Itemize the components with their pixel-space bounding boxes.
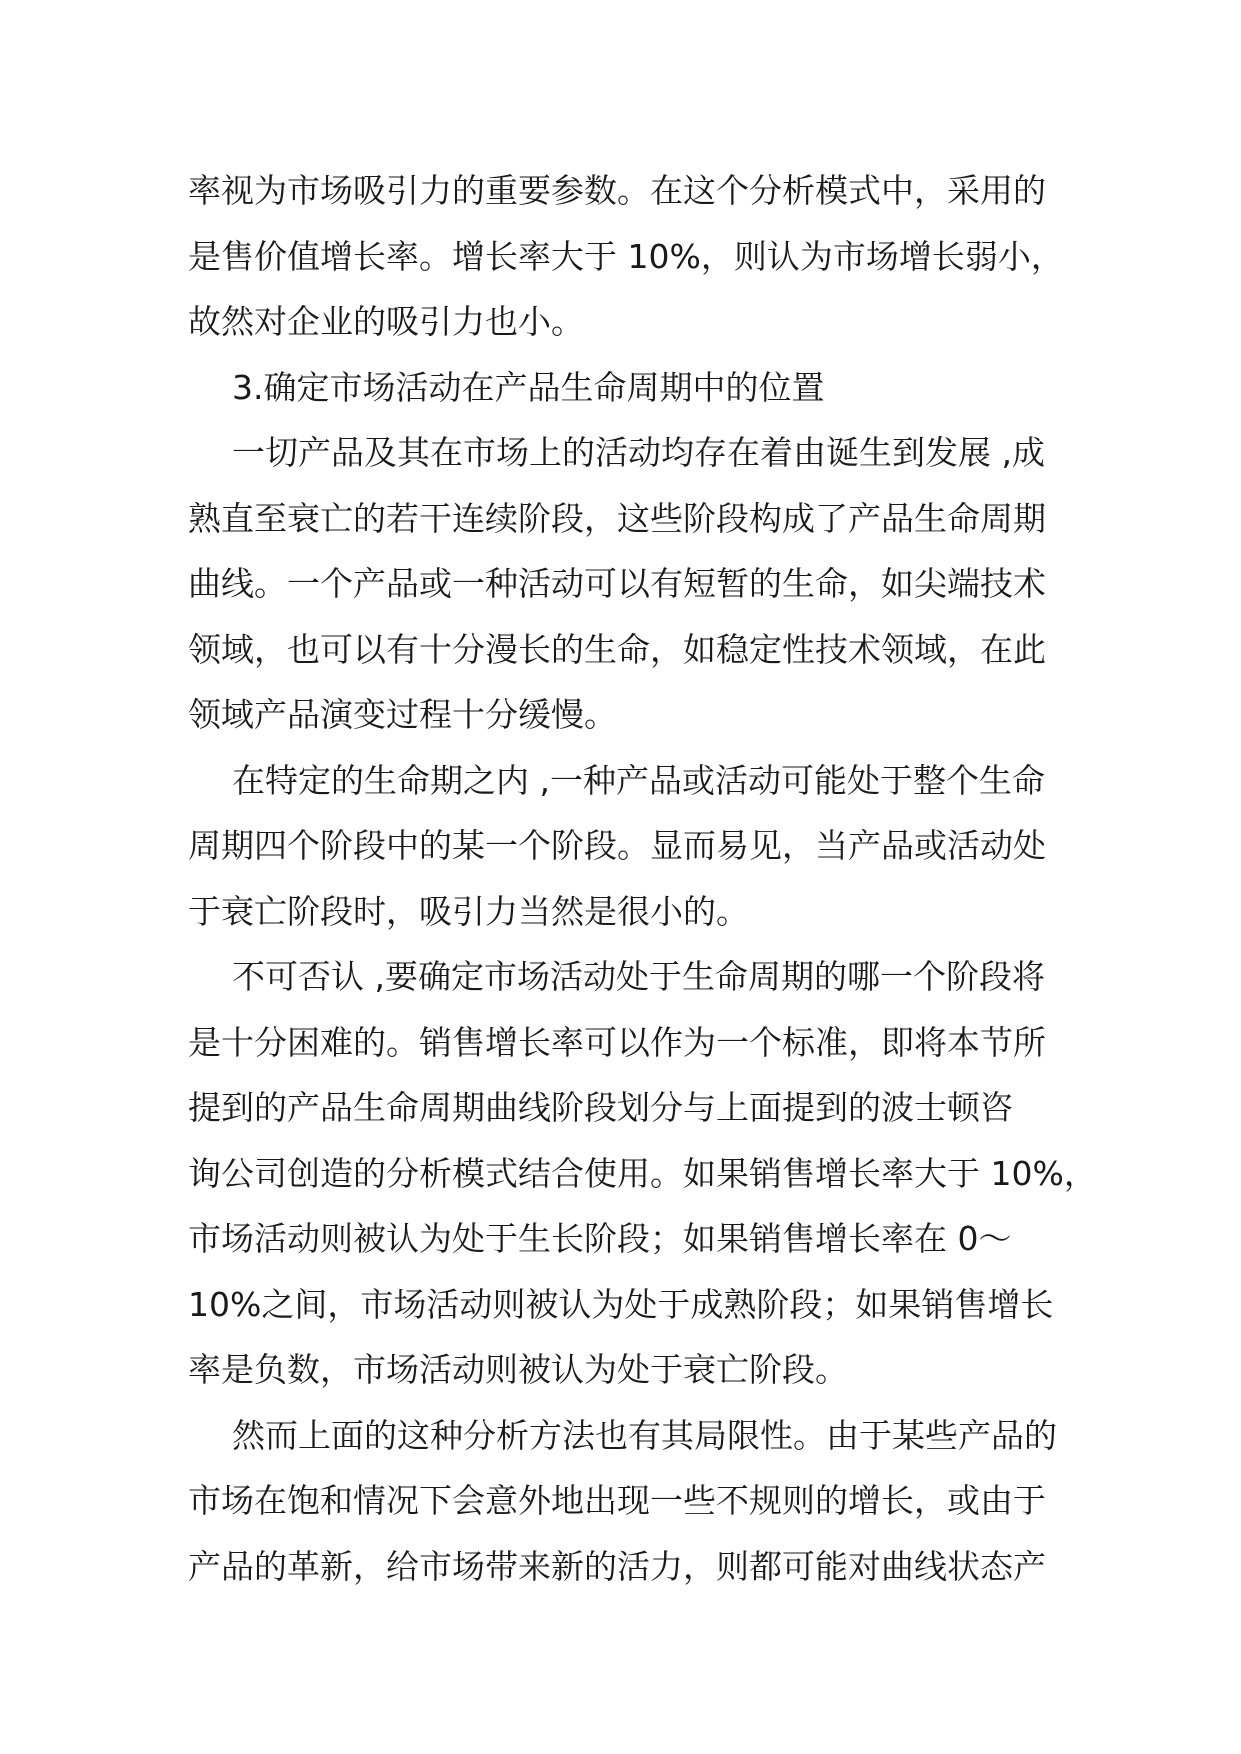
text-line: 率视为市场吸引力的重要参数。在这个分析模式中，采用的: [188, 171, 1046, 210]
paragraph: [188, 748, 1058, 945]
text-line: 提到的产品生命周期曲线阶段划分与上面提到的波士顿咨: [188, 1088, 1013, 1127]
text-line: 率是负数，市场活动则被认为处于衰亡阶段。: [188, 1350, 848, 1389]
paragraph: [188, 420, 1058, 748]
text-line: 然而上面的这种分析方法也有其局限性。由于某些产品的: [232, 1415, 1057, 1455]
text-line: 熟直至衰亡的若干连续阶段，这些阶段构成了产品生命周期: [188, 498, 1046, 538]
text-line: 周期四个阶段中的某一个阶段。显而易见，当产品或活动处: [188, 826, 1046, 865]
paragraph: [188, 158, 1064, 355]
text-line: 市场在饱和情况下会意外地出现一些不规则的增长，或由于: [188, 1481, 1046, 1520]
text-line: 产品的革新，给市场带来新的活力，则都可能对曲线状态产: [188, 1546, 1046, 1586]
text-line: 在特定的生命期之内 ,一种产品或活动可能处于整个生命: [232, 760, 1045, 800]
paragraph: [188, 944, 1097, 1403]
text-line: 于衰亡阶段时，吸引力当然是很小的。: [188, 891, 749, 931]
text-line: 是售价值增长率。增长率大于 10%，则认为市场增长弱小，: [188, 236, 1064, 276]
text-line: 领域，也可以有十分漫长的生命，如稳定性技术领域，在此: [188, 629, 1046, 669]
paragraph: [188, 1403, 1058, 1600]
text-line: 是十分困难的。销售增长率可以作为一个标准，即将本节所: [188, 1022, 1046, 1062]
text-line: 询公司创造的分析模式结合使用。如果销售增长率大于 10%，: [188, 1153, 1097, 1193]
section-heading: [188, 355, 1058, 421]
text-line: 不可否认 ,要确定市场活动处于生命周期的哪一个阶段将: [232, 957, 1045, 996]
text-line: 一切产品及其在市场上的活动均存在着由诞生到发展 ,成: [232, 433, 1045, 472]
text-line: 3.确定市场活动在产品生命周期中的位置: [232, 367, 825, 407]
text-line: 领域产品演变过程十分缓慢。: [188, 695, 617, 734]
text-line: 故然对企业的吸引力也小。: [188, 302, 584, 341]
text-line: 市场活动则被认为处于生长阶段；如果销售增长率在 0～: [188, 1219, 1012, 1258]
text-line: 10%之间，市场活动则被认为处于成熟阶段；如果销售增长: [188, 1284, 1054, 1324]
document-body: [188, 158, 1097, 1599]
text-line: 曲线。一个产品或一种活动可以有短暂的生命，如尖端技术: [188, 564, 1046, 603]
